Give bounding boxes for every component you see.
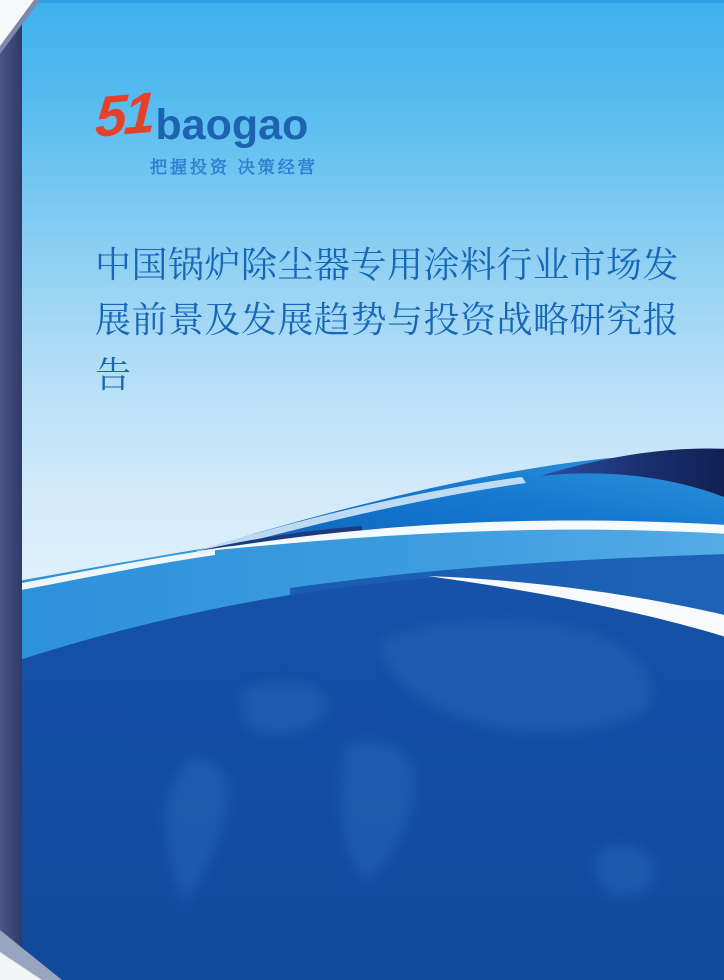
brand-logo-row xyxy=(93,80,354,151)
report-title: 中国锅炉除尘器专用涂料行业市场发展前景及发展趋势与投资战略研究报告 xyxy=(95,244,680,395)
logo-prefix-51: 51 xyxy=(93,80,155,151)
left-spine-bar xyxy=(0,0,22,980)
logo-brand-text: baogao xyxy=(155,101,309,149)
brand-logo xyxy=(93,80,354,178)
logo-tagline: 把握投资 决策经营 xyxy=(150,158,318,177)
